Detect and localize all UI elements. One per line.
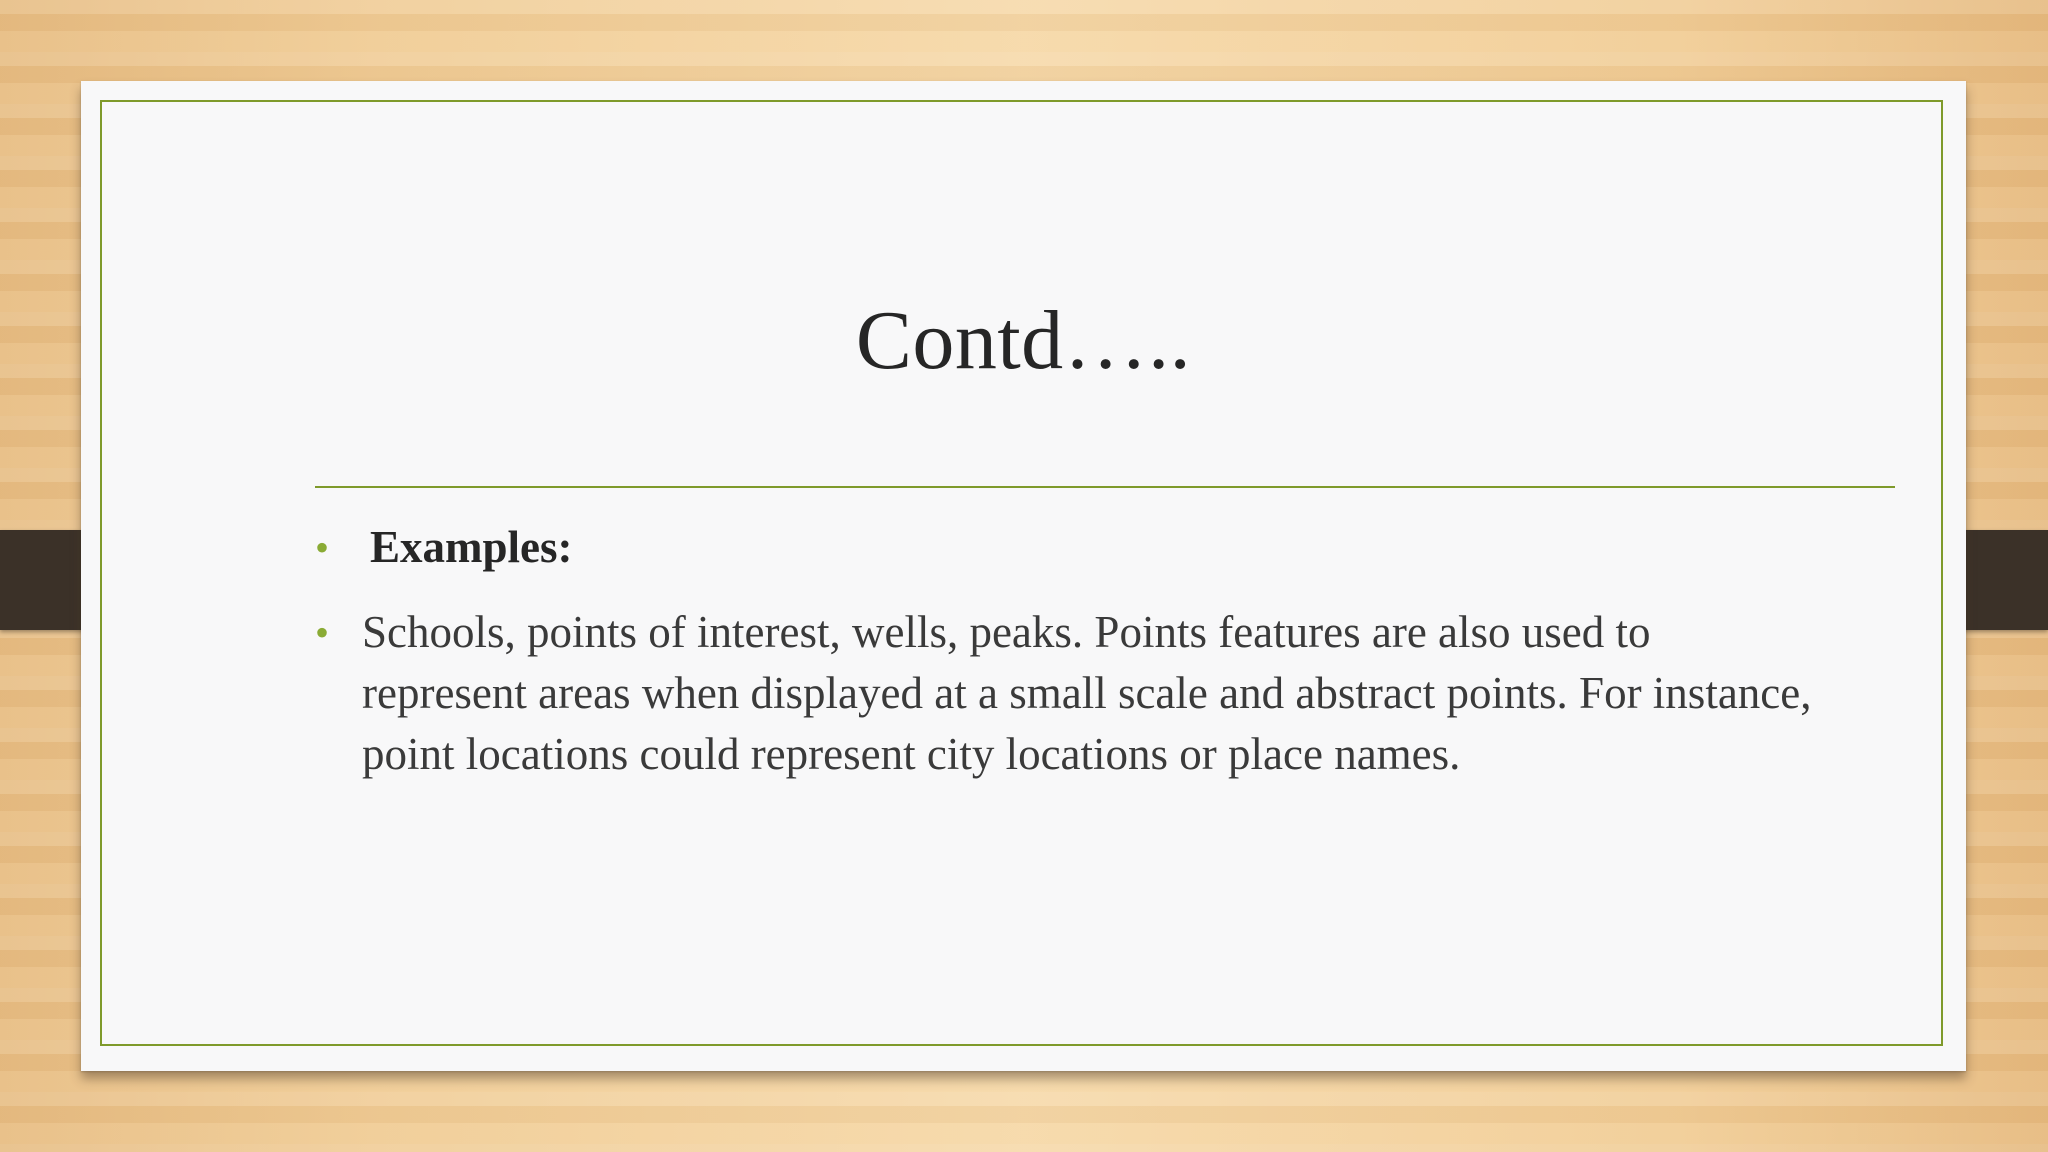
- list-item: [315, 517, 1815, 578]
- examples-description: Schools, points of interest, wells, peaks. Points features are also used to represent areas when displayed at a small scale and abstract points. For instance, point locations could represent city locations or place names.: [362, 607, 1812, 779]
- examples-heading: Examples:: [370, 522, 573, 572]
- bullet-list: [315, 517, 1815, 785]
- slide-title: Contd…..: [855, 294, 1192, 387]
- bullet-icon: •: [315, 610, 330, 655]
- slide-card: [81, 81, 1966, 1071]
- list-item: [315, 602, 1815, 785]
- bullet-icon: •: [315, 525, 330, 570]
- title-divider: [315, 486, 1895, 488]
